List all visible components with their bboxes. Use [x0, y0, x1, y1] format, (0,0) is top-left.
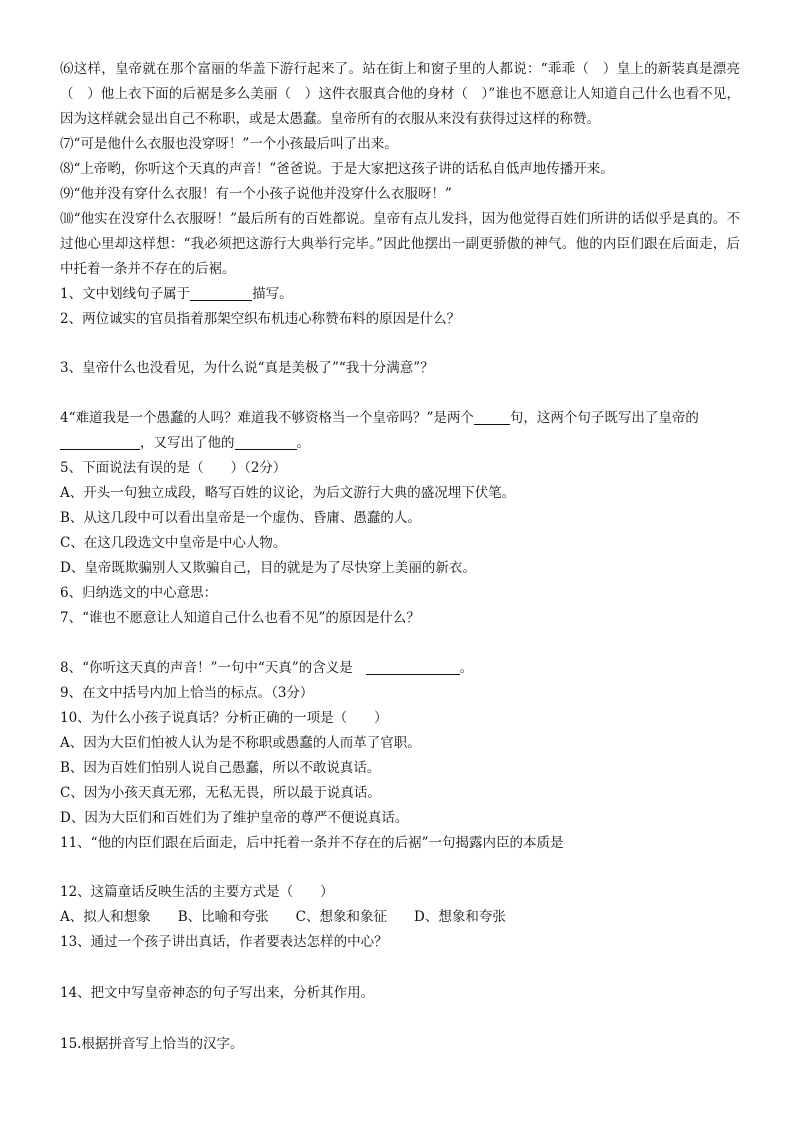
question-10-option-c: C、因为小孩天真无邪，无私无畏，所以最于说真话。 [60, 785, 381, 801]
answer-blank[interactable] [474, 408, 510, 425]
question-5-option-d: D、皇帝既欺骗别人又欺骗自己，目的就是为了尽快穿上美丽的新衣。 [60, 560, 476, 576]
question-10: 10、为什么小孩子说真话？分析正确的一项是（ ） [60, 710, 388, 726]
passage-paragraph-10: ⑽“他实在没穿什么衣服呀！”最后所有的百姓都说。皇帝有点儿发抖，因为他觉得百姓们所讲的话似乎是真的。不过他心里却这样想：“我必须把这游行大典举行完毕。”因此他摆出一副更骄傲的神气。他的内臣们跟在后面走，后中托着一条并不存在的后裾。 [60, 211, 740, 277]
question-12-options: A、拟人和想象 B、比喻和夸张 C、想象和象征 D、想象和夸张 [60, 909, 506, 925]
question-10-option-a: A、因为大臣们怕被人认为是不称职或愚蠢的人而革了官职。 [60, 735, 421, 751]
question-5: 5、下面说法有误的是（ ）（2分） [60, 460, 287, 476]
question-7: 7、“谁也不愿意让人知道自己什么也看不见”的原因是什么？ [60, 610, 420, 626]
passage-paragraph-9: ⑼“他并没有穿什么衣服！有一个小孩子说他并没穿什么衣服呀！” [60, 186, 452, 202]
question-5-option-b: B、从这几段中可以看出皇帝是一个虚伪、昏庸、愚蠢的人。 [60, 510, 421, 526]
question-13: 13、通过一个孩子讲出真话，作者要表达怎样的中心？ [60, 934, 388, 950]
question-5-option-c: C、在这几段选文中皇帝是中心人物。 [60, 535, 287, 551]
question-14: 14、把文中写皇帝神态的句子写出来，分析其作用。 [60, 985, 375, 1001]
question-15: 15.根据拼音写上恰当的汉字。 [60, 1036, 244, 1052]
question-10-option-b: B、因为百姓们怕别人说自己愚蠢，所以不敢说真话。 [60, 760, 381, 776]
question-2: 2、两位诚实的官员指着那架空织布机违心称赞布料的原因是什么？ [60, 311, 461, 327]
question-1: 1、文中划线句子属于 描写。 [60, 286, 293, 302]
passage-paragraph-8: ⑻“上帝哟，你听这个天真的声音！”爸爸说。于是大家把这孩子讲的话私自低声地传播开来。 [60, 161, 614, 177]
passage-paragraph-7: ⑺“可是他什么衣服也没穿呀！”一个小孩最后叫了出来。 [60, 136, 398, 152]
question-11: 11、“他的内臣们跟在后面走，后中托着一条并不存在的后裾”一句揭露内臣的本质是 [60, 835, 564, 851]
answer-blank[interactable] [235, 433, 297, 450]
question-9: 9、在文中括号内加上恰当的标点。（3分） [60, 685, 314, 701]
question-6: 6、归纳选文的中心意思： [60, 585, 218, 601]
passage-paragraph-6: ⑹这样，皇帝就在那个富丽的华盖下游行起来了。站在街上和窗子里的人都说：“乖乖（ ）皇上的新装真是漂亮（ ）他上衣下面的后裾是多么美丽（ ）这件衣服真合他的身材（ ）”谁也不愿意让人知道自己什么也看不见，因为这样就会显出自己不称职，或是太愚蠢。皇帝所有的衣服从来没有获得过这样的称赞。 [60, 61, 740, 127]
question-5-option-a: A、开头一句独立成段，略写百姓的议论，为后文游行大典的盛况埋下伏笔。 [60, 485, 516, 501]
question-12: 12、这篇童话反映生活的主要方式是（ ） [60, 884, 334, 900]
passage [60, 57, 740, 282]
answer-blank[interactable] [190, 284, 252, 301]
answer-blank[interactable] [60, 433, 140, 450]
question-8: 8、“你听这天真的声音！”一句中“天真”的含义是 。 [60, 660, 474, 676]
question-10-option-d: D、因为大臣们和百姓们为了维护皇帝的尊严不便说真话。 [60, 810, 409, 826]
answer-blank[interactable] [366, 658, 460, 675]
question-4: 4“难道我是一个愚蠢的人吗？难道我不够资格当一个皇帝吗？”是两个 句，这两个句子既写出了皇帝的 ，又写出了他的 。 [60, 410, 699, 451]
question-3: 3、皇帝什么也没看见，为什么说“真是美极了”“我十分满意”？ [60, 360, 434, 376]
